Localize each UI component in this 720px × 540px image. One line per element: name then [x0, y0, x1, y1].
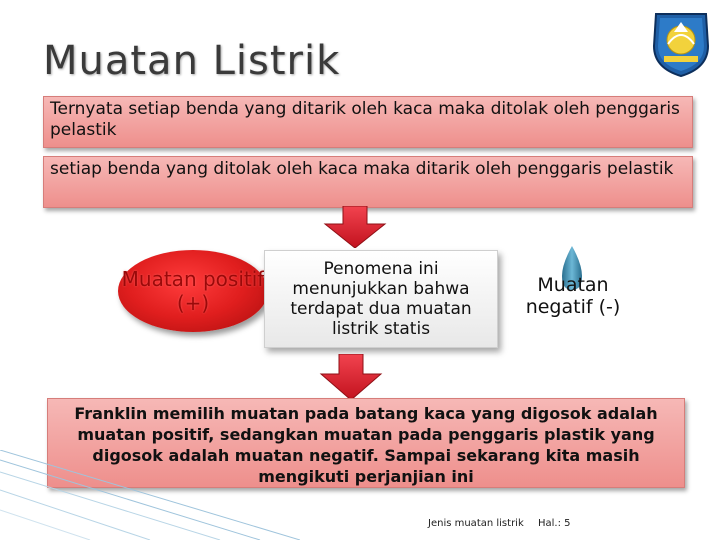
slide-title: Muatan Listrik [43, 38, 341, 84]
positive-charge-oval: Muatan positif (+) [118, 250, 268, 332]
down-arrow-icon [319, 354, 383, 400]
negative-charge-group [512, 246, 634, 336]
statement-box-2: setiap benda yang ditolak oleh kaca maka ditarik oleh penggaris pelastik [43, 156, 693, 208]
negative-charge-label: Muatan negatif (-) [525, 274, 621, 318]
down-arrow-icon [323, 206, 387, 248]
footer-topic: Jenis muatan listrik [428, 518, 524, 529]
tut-wuri-handayani-logo-icon [648, 10, 714, 80]
statement-box-1: Ternyata setiap benda yang ditarik oleh kaca maka ditolak oleh penggaris pelastik [43, 96, 693, 148]
explanation-box: Penomena ini menunjukkan bahwa terdapat dua muatan listrik statis [264, 250, 498, 348]
footer-page-number: Hal.: 5 [538, 518, 571, 529]
decorative-lines [0, 450, 300, 540]
conclusion-box: Franklin memilih muatan pada batang kaca yang digosok adalah muatan positif, sedangkan muatan pada penggaris plastik yang digosok adalah muatan negatif. Sampai sekarang kita masih mengikuti perjanjian ini [47, 398, 685, 488]
